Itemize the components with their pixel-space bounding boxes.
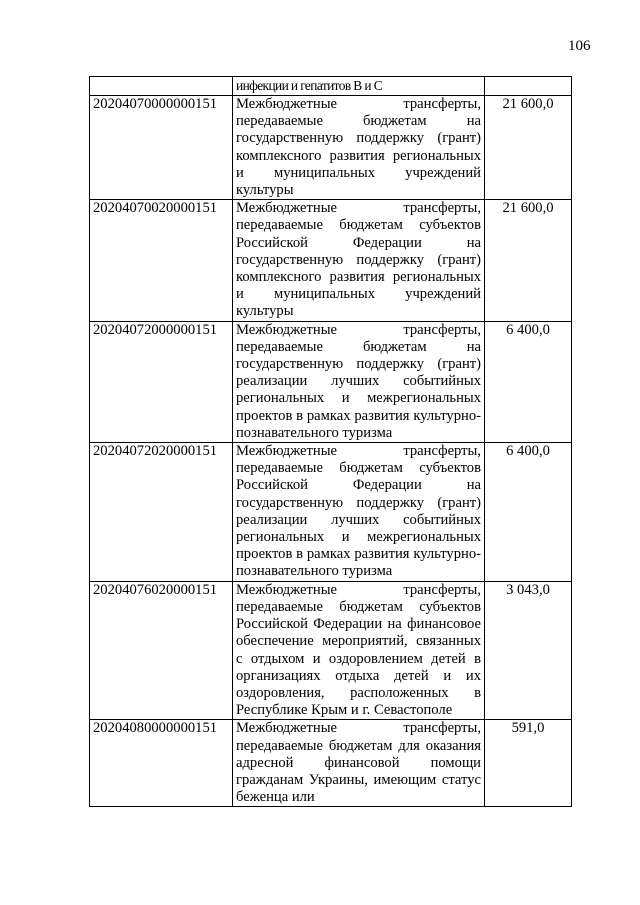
amount-cell: 21 600,0 — [485, 200, 572, 321]
amount-cell: 6 400,0 — [485, 321, 572, 442]
table-row — [90, 96, 572, 200]
table-row — [90, 720, 572, 807]
budget-table — [89, 76, 572, 807]
description-cell: Межбюджетные трансферты, передаваемые бюджетам на государственную поддержку (грант) комплексного развития региональных и муниципальных учреждений культуры — [233, 96, 485, 200]
code-cell: 20204076020000151 — [90, 581, 233, 720]
page-number: 106 — [568, 38, 591, 54]
description-cell: инфекции и гепатитов В и С — [233, 77, 485, 96]
description-cell: Межбюджетные трансферты, передаваемые бюджетам субъектов Российской Федерации на государственную поддержку (грант) комплексного развития региональных и муниципальных учреждений культуры — [233, 200, 485, 321]
table-row — [90, 581, 572, 720]
code-cell: 20204080000000151 — [90, 720, 233, 807]
description-cell: Межбюджетные трансферты, передаваемые бюджетам субъектов Российской Федерации на государственную поддержку (грант) реализации лучших событийных региональных и межрегиональных проектов в рамках развития культурно-познавательного туризма — [233, 443, 485, 582]
amount-cell: 6 400,0 — [485, 443, 572, 582]
table-row — [90, 200, 572, 321]
code-cell: 20204072020000151 — [90, 443, 233, 582]
code-cell: 20204070020000151 — [90, 200, 233, 321]
amount-cell — [485, 77, 572, 96]
code-cell — [90, 77, 233, 96]
amount-cell: 3 043,0 — [485, 581, 572, 720]
description-cell: Межбюджетные трансферты, передаваемые бюджетам на государственную поддержку (грант) реализации лучших событийных региональных и межрегиональных проектов в рамках развития культурно-познавательного туризма — [233, 321, 485, 442]
description-cell: Межбюджетные трансферты, передаваемые бюджетам для оказания адресной финансовой помощи гражданам Украины, имеющим статус беженца или — [233, 720, 485, 807]
amount-cell: 591,0 — [485, 720, 572, 807]
table-row — [90, 321, 572, 442]
table-row-continuation — [90, 77, 572, 96]
code-cell: 20204070000000151 — [90, 96, 233, 200]
table-row — [90, 443, 572, 582]
amount-cell: 21 600,0 — [485, 96, 572, 200]
description-cell: Межбюджетные трансферты, передаваемые бюджетам субъектов Российской Федерации на финансовое обеспечение мероприятий, связанных с отдыхом и оздоровлением детей в организациях отдыха детей и их оздоровления, расположенных в Республике Крым и г. Севастополе — [233, 581, 485, 720]
code-cell: 20204072000000151 — [90, 321, 233, 442]
